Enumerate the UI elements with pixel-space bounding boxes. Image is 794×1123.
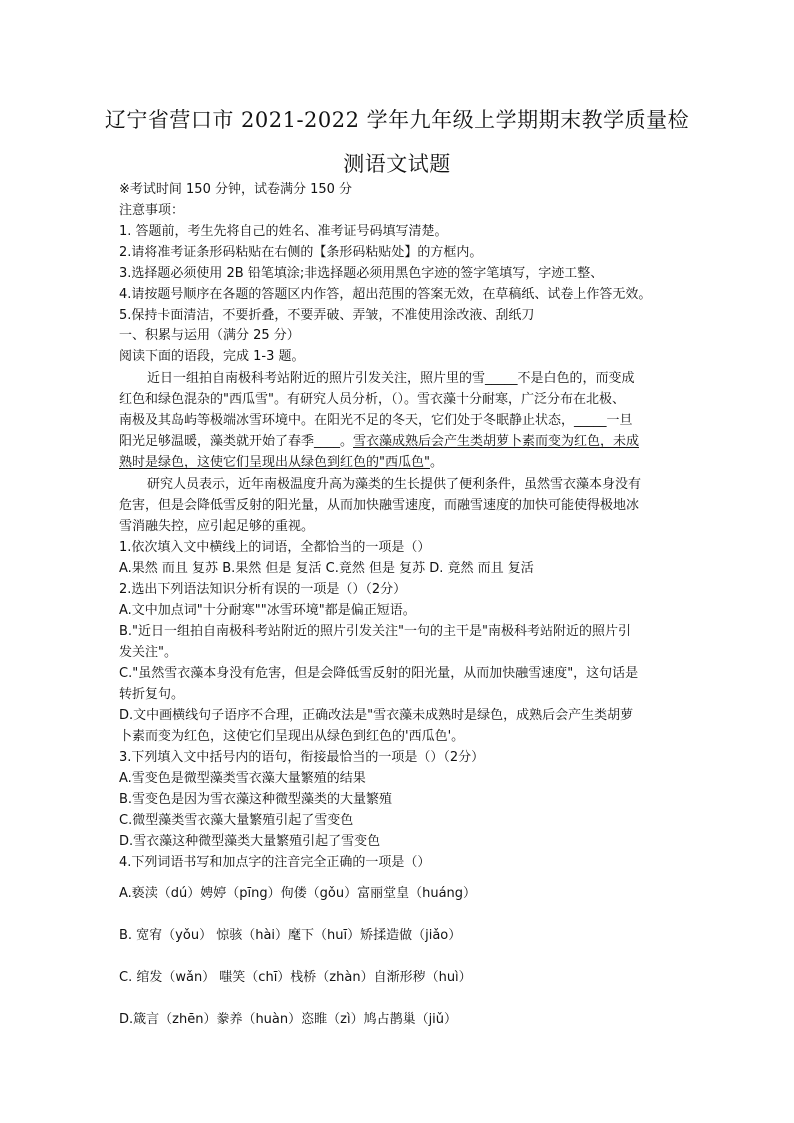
question-line: 1.依次填入文中横线上的词语，全都恰当的一项是（） [119,540,431,555]
note-item: 3.选择题必须使用 2B 铅笔填涂;非选择题必须用黑色字迹的签字笔填写，字迹工整、 [119,266,604,281]
q4-option: C. 绾发（wǎn） 嗤笑（chī）栈桥（zhàn）自渐形秽（huì） [119,970,472,985]
question-line: D.雪衣藻这种微型藻类大量繁殖引起了雪变色 [119,834,381,849]
underlined-sentence-a: 雪衣藻成熟后会产生类胡萝卜素而变为红色，未成 [353,434,640,449]
passage-text: 阳光足够温暖，藻类就开始了春季____。 [119,434,354,449]
question-line: B."近日一组拍自南极科考站附近的照片引发关注"一句的主干是"南极科考站附近的照片引 [119,624,631,639]
passage-line: 红色和绿色混杂的"西瓜雪"。有研究人员分析，（）。雪衣藻十分耐寒，广泛分布在北极、 [119,392,625,407]
question-line: 发关注"。 [119,645,177,660]
passage-text: 。 [429,455,443,470]
question-line: B.雪变色是因为雪衣藻这种微型藻类的大量繁殖 [119,792,393,807]
question-line: 2.选出下列语法知识分析有误的一项是（）（2分） [119,582,407,597]
passage-line: 研究人员表示，近年南极温度升高为藻类的生长提供了便利条件，虽然雪衣藻本身没有 [147,477,642,492]
passage-line: 雪消融失控，应引起足够的重视。 [119,519,315,534]
passage-line-with-underline [119,432,679,452]
notes-heading: 注意事项： [119,203,185,218]
underlined-sentence-b: 熟时是绿色，这使它们呈现出从绿色到红色的"西瓜色" [119,455,430,470]
q4-option: B. 宽宥（yǒu） 惊骇（hài）麾下（huī）矫揉造做（jiǎo） [119,928,462,943]
passage-line: 危害，但是会降低雪反射的阳光量，从而加快融雪速度，而融雪速度的加快可能使得极地冰 [119,498,640,513]
reading-instruction: 阅读下面的语段，完成 1-3 题。 [119,349,305,364]
note-item: 5.保持卡面清洁，不要折叠，不要弄破、弄皱，不准使用涂改液、刮纸刀 [119,308,535,323]
question-line: A.雪变色是微型藻类雪衣藻大量繁殖的结果 [119,771,366,786]
question-line: 卜素而变为红色，这使它们呈现出从绿色到红色的'西瓜色'。 [119,729,465,744]
question-line: A.文中加点词"十分耐寒""冰雪环境"都是偏正短语。 [119,603,416,618]
page-title-line2: 测语文试题 [343,152,451,176]
question-line: 转折复句。 [119,687,185,702]
passage-line: 南极及其岛屿等极端冰雪环境中。在阳光不足的冬天，它们处于冬眠静止状态，_____一旦 [119,413,633,428]
passage-line-with-underline [119,453,679,473]
note-item: 4.请按题号顺序在各题的答题区内作答，超出范围的答案无效，在草稿纸、试卷上作答无效。 [119,287,652,302]
exam-time: ※考试时间 150 分钟，试卷满分 150 分 [119,182,353,197]
question-line: A.果然 而且 复苏 B.果然 但是 复活 C.竟然 但是 复苏 D. 竟然 而且 复活 [119,561,534,576]
question-line: D.文中画横线句子语序不合理，正确改法是"雪衣藻未成熟时是绿色，成熟后会产生类胡萝 [119,708,634,723]
note-item: 2.请将准考证条形码粘贴在右侧的【条形码粘贴处】的方框内。 [119,245,483,260]
question-line: 4.下列词语书写和加点字的注音完全正确的一项是（） [119,855,431,870]
q4-option: D.箴言（zhēn）豢养（huàn）恣睢（zì）鸠占鹊巢（jiǔ） [119,1012,458,1027]
question-line: C."虽然雪衣藻本身没有危害，但是会降低雪反射的阳光量，从而加快融雪速度"，这句话是 [119,666,639,681]
note-item: 1. 答题前，考生先将自己的姓名、准考证号码填写清楚。 [119,224,448,239]
section-heading: 一、积累与运用（满分 25 分） [119,328,300,343]
page-title-line1: 辽宁省营口市 2021-2022 学年九年级上学期期末教学质量检 [104,108,690,132]
passage-line: 近日一组拍自南极科考站附近的照片引发关注，照片里的雪_____不是白色的，而变成 [147,371,635,386]
question-line: 3.下列填入文中括号内的语句，衔接最恰当的一项是（）（2分） [119,750,485,765]
question-line: C.微型藻类雪衣藻大量繁殖引起了雪变色 [119,813,354,828]
q4-option: A.亵渎（dú）娉婷（pīng）佝偻（gǒu）富丽堂皇（huáng） [119,886,477,901]
